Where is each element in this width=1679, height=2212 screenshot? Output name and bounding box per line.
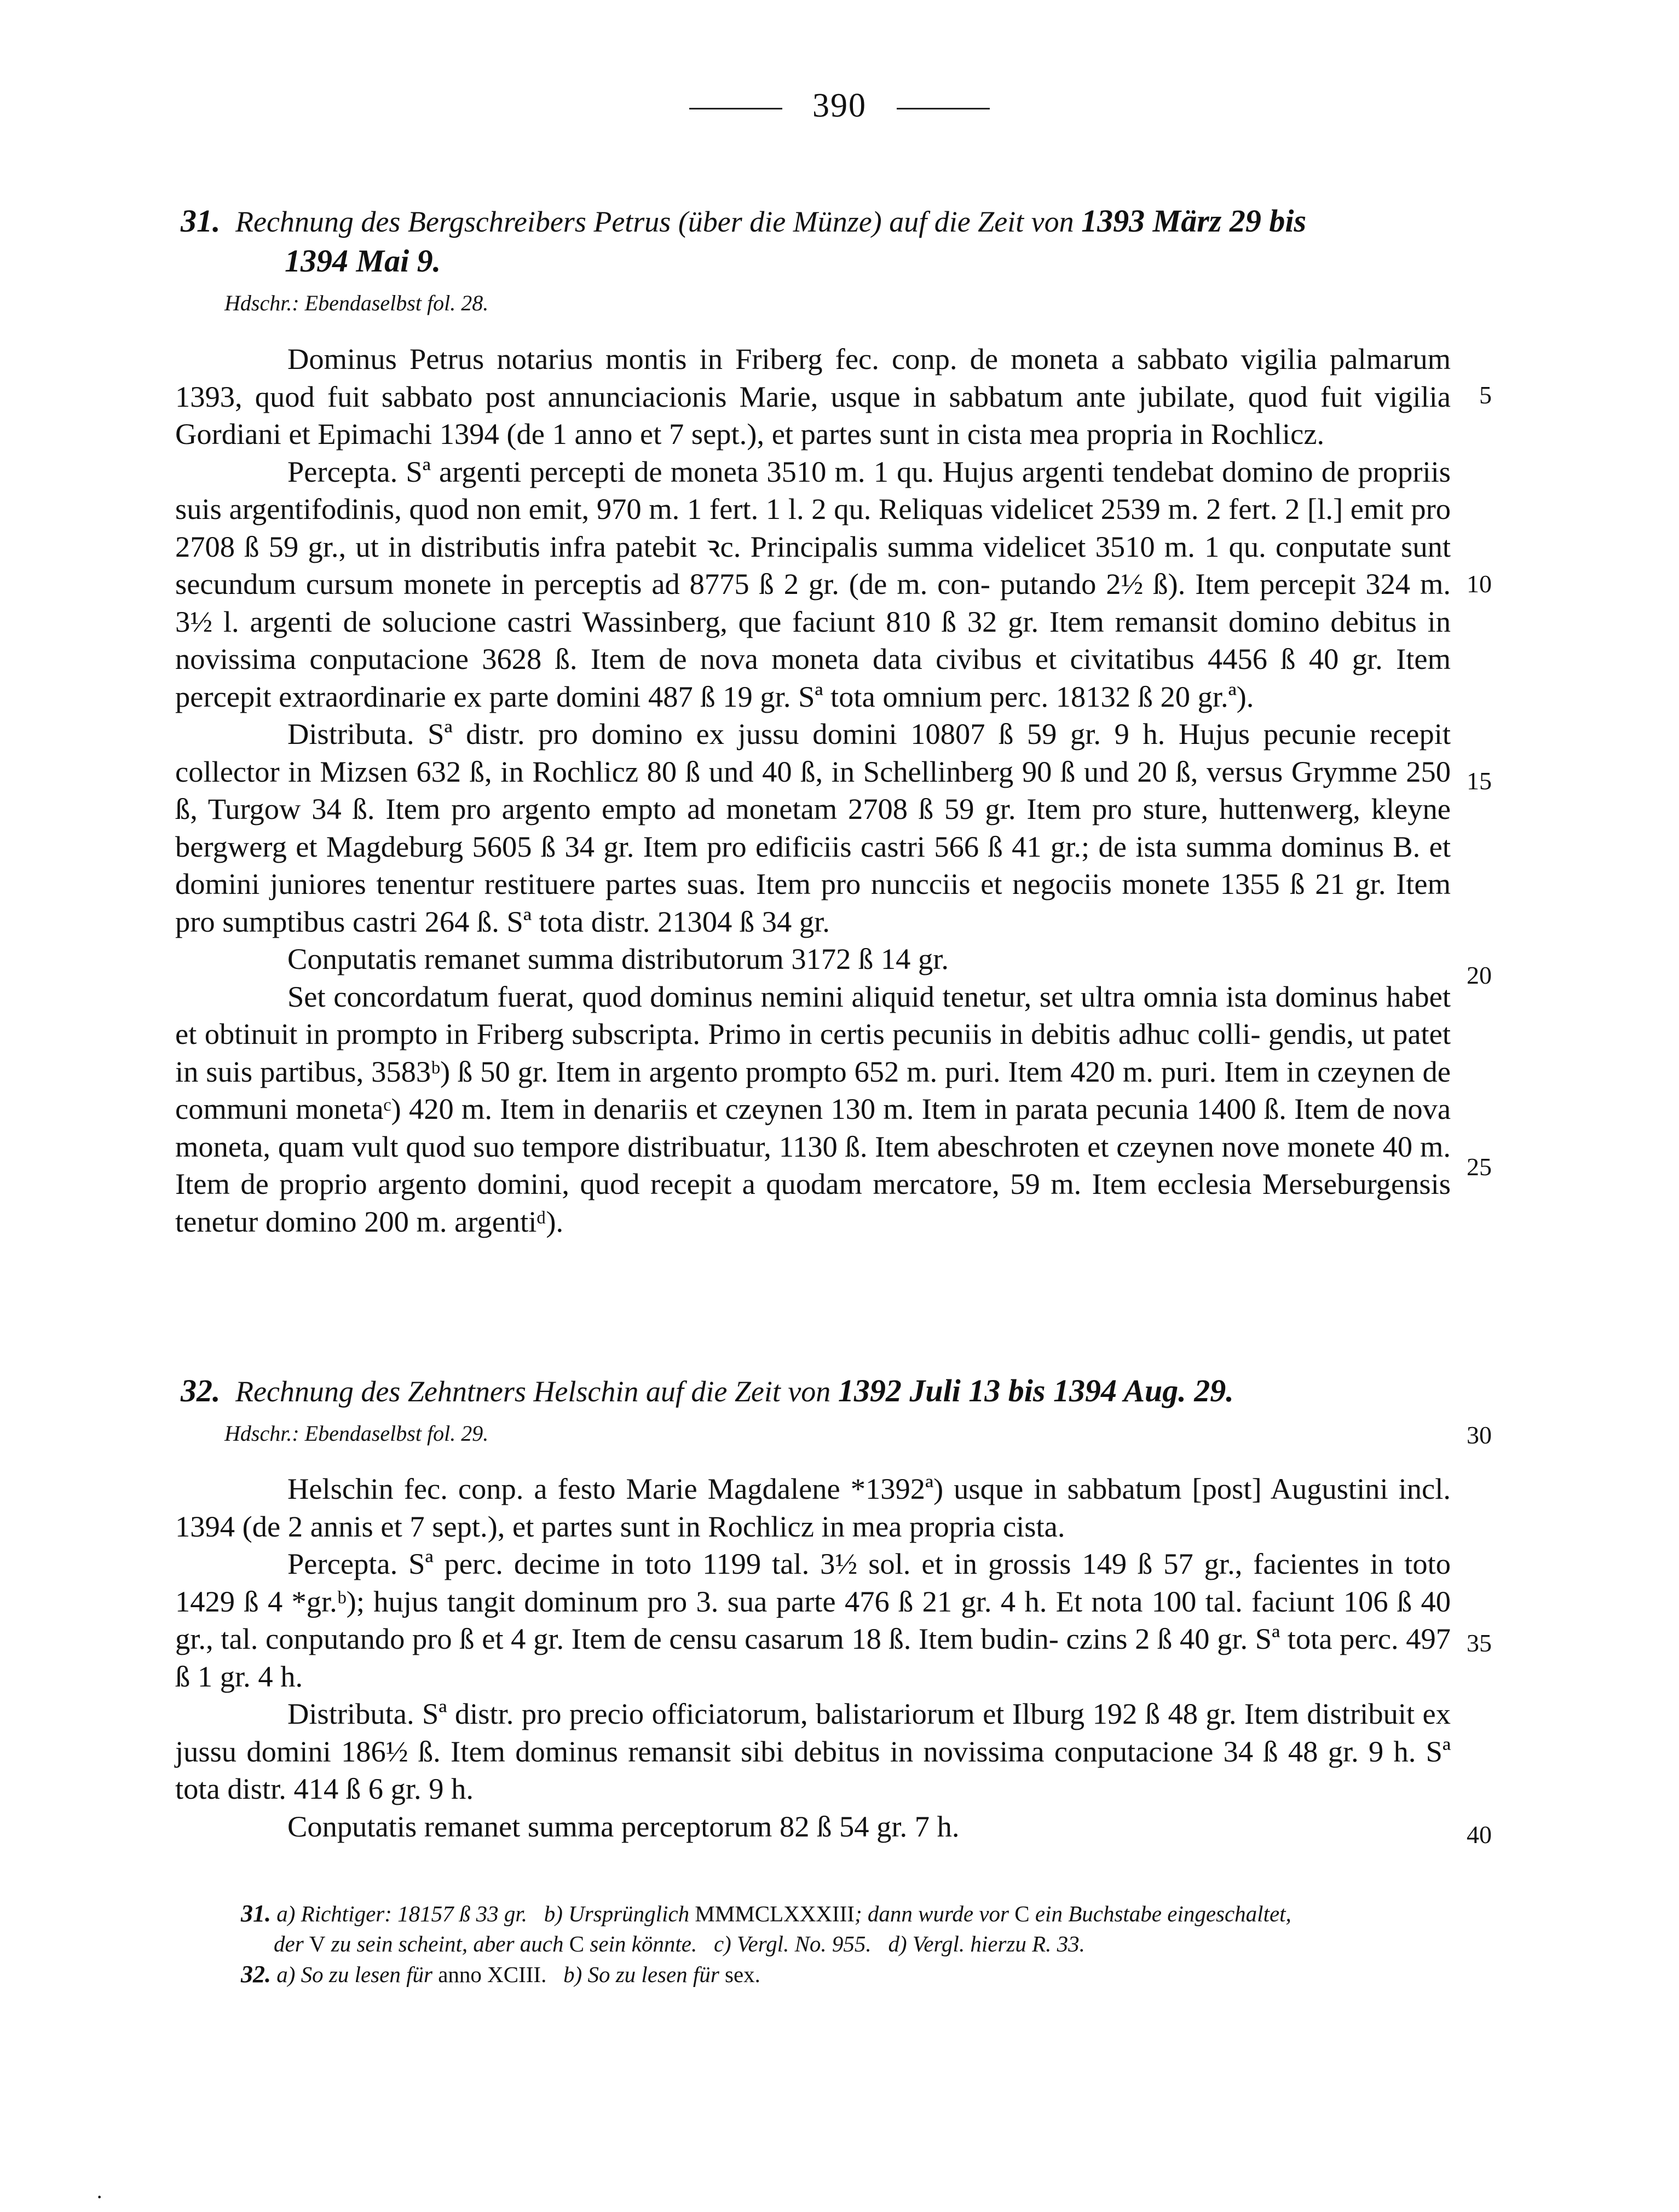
section-32-heading [181, 1371, 1495, 1411]
text-line: moneta data civibus et civitatibus 4456 ß 40 gr. Item percepit extraordinarie ex parte domini [175, 642, 1451, 713]
section-32-body [175, 1470, 1451, 1845]
text-line: 810 ß 32 gr. Item remansit domino debitus in novissima conputacione 3628 ß. Item de nova [175, 604, 1451, 675]
line-number: 20 [1467, 961, 1492, 989]
text-line: 420 m. puri. Item in czeynen de communi monetaᶜ) 420 m. Item in denariis et czeynen 130 m. [175, 1054, 1451, 1125]
text-line: Conputatis remanet summa distributorum 3172 ß 14 gr. [287, 942, 949, 975]
section-31-number: 31. [181, 203, 221, 239]
footnote-letter: C [1014, 1901, 1030, 1926]
line-number: 40 [1467, 1821, 1492, 1849]
section-31-date-start: 1393 März 29 bis [1081, 203, 1307, 239]
section-31-date-end: 1394 Mai 9. [285, 243, 441, 279]
footnote-text: anno XCIII. [438, 1962, 547, 1987]
text-line: Helschin fec. conp. a festo Marie Magdalene *1392ª) usque in sabbatum [post] Augustini [287, 1472, 1388, 1505]
footnote-letter: C [569, 1931, 585, 1956]
text-line: negociis monete 1355 ß 21 gr. Item pro sumptibus castri 264 ß. Sª tota distr. 21304 ß 34 gr. [175, 867, 1451, 938]
text-line: Percepta. Sª argenti percepti de moneta 3510 m. 1 qu. Hujus argenti tendebat domino [287, 454, 1313, 488]
text-line: Distributa. Sª distr. pro domino ex jussu domini 10807 ß 59 gr. 9 h. Hujus pecunie [287, 717, 1357, 750]
text-line: distribuit ex jussu domini 186½ ß. Item dominus remansit sibi debitus in novissima conputacione [175, 1697, 1451, 1768]
text-line: recepit collector in Mizsen 632 ß, in Rochlicz 80 ß und 40 ß, in Schellinberg 90 ß und 20 ß, versus [175, 717, 1451, 788]
section-32-date: 1392 Juli 13 bis 1394 Aug. 29. [838, 1373, 1234, 1408]
line-number: 15 [1467, 767, 1492, 795]
footnote-a: a) Richtiger: 18157 ß 33 gr. [276, 1901, 528, 1926]
section-31-title: Rechnung des Bergschreibers Petrus (über die Münze) auf die Zeit von [235, 205, 1074, 238]
footnote-number: 32. [241, 1961, 271, 1988]
text-line: Distributa. Sª distr. pro precio officiatorum, balistariorum et Ilburg 192 ß 48 gr. Item [287, 1697, 1299, 1730]
footnote-text: ; dann wurde vor [854, 1901, 1009, 1926]
text-line: faciunt 106 ß 40 gr., tal. conputando pro ß et 4 gr. Item de censu casarum 18 ß. Item budin- [175, 1584, 1451, 1655]
text-line: putando 2½ ß). Item percepit 324 m. 3½ l. argenti de solucione castri Wassinberg, que faciunt [175, 567, 1451, 638]
section-31-body [175, 340, 1451, 1240]
text-line: in toto 1429 ß 4 *gr.ᵇ); hujus tangit dominum pro 3. sua parte 476 ß 21 gr. 4 h. Et nota 100 tal. [175, 1547, 1451, 1618]
footnote-d: d) Vergl. hierzu R. 33. [888, 1931, 1085, 1956]
footnote-32 [241, 1959, 1500, 1990]
text-line: 3510 m. 1 qu. conputate sunt secundum cursum monete in perceptis ad 8775 ß 2 gr. (de m. con- [175, 529, 1451, 600]
line-number: 5 [1479, 381, 1492, 409]
text-line: 1393, quod fuit sabbato post annunciacionis Marie, usque in sabbatum ante jubilate, quod fuit vigilia [175, 379, 1451, 413]
footnote-31 [241, 1898, 1500, 1959]
footnote-text: der [274, 1931, 304, 1956]
footnote-text: zu sein scheint, aber auch [331, 1931, 564, 1956]
line-number: 35 [1467, 1629, 1492, 1657]
text-line: Item in parata pecunia 1400 ß. Item de nova moneta, quam vult quod suo tempore distribuatur, [175, 1092, 1451, 1163]
text-line: gendis, ut patet in suis partibus, 3583ᵇ) ß 50 gr. Item in argento prompto 652 m. puri. Item [175, 1017, 1451, 1088]
line-number: 10 [1467, 570, 1492, 598]
section-32-title: Rechnung des Zehntners Helschin auf die Zeit von [235, 1375, 831, 1408]
text-line: Dominus Petrus notarius montis in Friberg fec. conp. de moneta a sabbato vigilia palmarum [287, 342, 1451, 376]
footnote-c: c) Vergl. No. 955. [713, 1931, 872, 1956]
section-31-heading [181, 201, 1495, 281]
text-line: Conputatis remanet summa perceptorum 82 ß 54 gr. 7 h. [287, 1809, 960, 1843]
footnote-b: b) Ursprünglich [544, 1901, 690, 1926]
stray-mark: · [96, 2185, 103, 2209]
text-line: 487 ß 19 gr. Sª tota omnium perc. 18132 ß 20 gr.ª). [648, 679, 1254, 713]
footnote-text: ein Buchstabe eingeschaltet, [1035, 1901, 1291, 1926]
text-line: 1130 ß. Item abeschroten et czeynen nove monete 40 m. Item de proprio argento domini, quod [175, 1129, 1451, 1200]
footnote-text: sein könnte. [590, 1931, 697, 1956]
text-line: de propriis suis argentifodinis, quod non emit, 970 m. 1 fert. 1 l. 2 qu. Reliquas videlicet 2539 m. [175, 454, 1451, 525]
text-line: incl. 1394 (de 2 annis et 7 sept.), et partes sunt in Rochlicz in mea propria cista. [175, 1472, 1451, 1543]
footnote-number: 31. [241, 1900, 271, 1927]
footnotes [241, 1898, 1500, 1990]
text-line: 34 ß 48 gr. 9 h. Sª tota distr. 414 ß 6 gr. 9 h. [175, 1734, 1451, 1805]
section-32-hdschr: Hdschr.: Ebendaselbst fol. 29. [224, 1421, 489, 1446]
line-number: 25 [1467, 1153, 1492, 1181]
page-number: 390 [0, 86, 1679, 125]
section-32-number: 32. [181, 1373, 221, 1408]
text-line: Grymme 250 ß, Turgow 34 ß. Item pro argento empto ad monetam 2708 ß 59 gr. Item pro sture, [175, 754, 1451, 825]
footnote-text: sex. [725, 1962, 760, 1987]
footnote-a: a) So zu lesen für [276, 1962, 432, 1987]
line-number: 30 [1467, 1421, 1492, 1449]
section-31-hdschr: Hdschr.: Ebendaselbst fol. 28. [224, 291, 489, 315]
text-line: recepit a quodam mercatore, 59 m. Item ecclesia Merseburgensis tenetur domino 200 m. argentiᵈ). [175, 1167, 1451, 1238]
text-line: huttenwerg, kleyne bergwerg et Magdeburg 5605 ß 34 gr. Item pro edificiis castri 566 ß 41 gr.; [175, 792, 1451, 863]
footnote-b: b) So zu lesen für [563, 1962, 719, 1987]
text-line: de ista summa dominus B. et domini juniores tenentur restituere partes suas. Item pro nuncciis et [175, 829, 1451, 900]
text-line: Gordiani et Epimachi 1394 (de 1 anno et 7 sept.), et partes sunt in cista mea propria in Rochlicz. [175, 417, 1325, 451]
text-line: Percepta. Sª perc. decime in toto 1199 tal. 3½ sol. et in grossis 149 ß 57 gr., facientes [287, 1547, 1359, 1580]
text-line: Set concordatum fuerat, quod dominus nemini aliquid tenetur, set ultra omnia ista dominus [287, 979, 1378, 1013]
text-line: 2 fert. 2 [l.] emit pro 2708 ß 59 gr., ut in distributis infra patebit ꝛc. Principalis summa videlicet [175, 492, 1451, 563]
footnote-letter: V [309, 1931, 326, 1956]
text-line: habet et obtinuit in prompto in Friberg subscripta. Primo in certis pecuniis in debitis adhuc colli- [175, 979, 1451, 1050]
text-line: czins 2 ß 40 gr. Sª tota perc. 497 ß 1 gr. 4 h. [175, 1622, 1451, 1693]
footnote-roman: MMMCLXXXIII [695, 1901, 855, 1926]
